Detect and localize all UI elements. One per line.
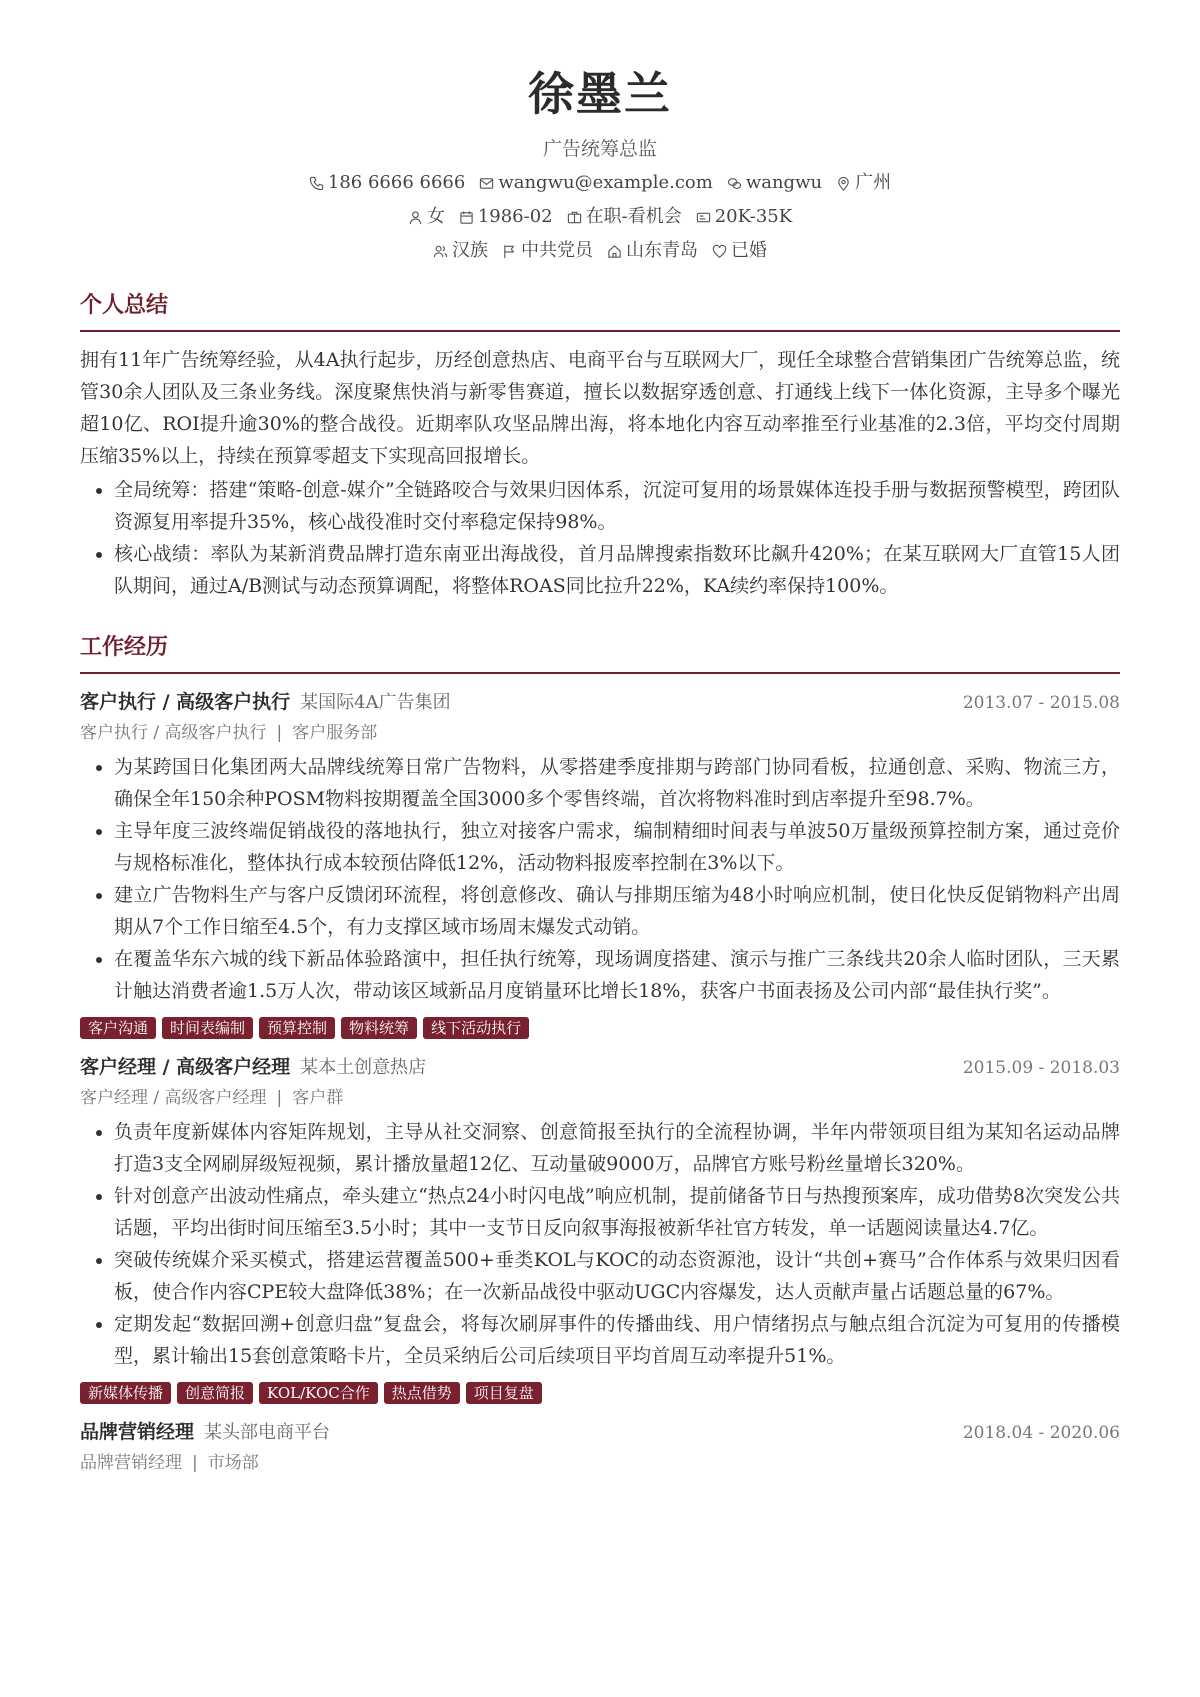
user-icon bbox=[408, 210, 423, 225]
personal-marital: 已婚 bbox=[712, 238, 767, 264]
job-subline bbox=[80, 1449, 1120, 1477]
list-item: • 在覆盖华东六城的线下新品体验路演中，担任执行统筹，现场调度搭建、演示与推广三条线共20余人临时团队，三天累计触达消费者逾1.5万人次，带动该区域新品月度销量环比增长18%，获客户书面表扬及公司内部“最佳执行奖”。 bbox=[114, 943, 1120, 1007]
list-item: • 突破传统媒介采买模式，搭建运营覆盖500+垂类KOL与KOC的动态资源池，设计“共创+赛马”合作体系与效果归因看板，使合作内容CPE较大盘降低38%；在一次新品战役中驱动UGC内容爆发，达人贡献声量占话题总量的67%。 bbox=[114, 1244, 1120, 1308]
job-company: 某本土创意热店 bbox=[300, 1057, 427, 1078]
salary-icon bbox=[696, 210, 711, 225]
job-bullets bbox=[80, 1116, 1120, 1372]
flag-icon bbox=[502, 244, 517, 259]
skill-tag: KOL/KOC合作 bbox=[259, 1382, 378, 1404]
list-item: • 负责年度新媒体内容矩阵规划，主导从社交洞察、创意简报至执行的全流程协调，半年内带领项目组为某知名运动品牌打造3支全网刷屏级短视频，累计播放量超12亿、互动量破9000万，品牌官方账号粉丝量增长320%。 bbox=[114, 1116, 1120, 1180]
detail-status: 在职-看机会 bbox=[567, 204, 682, 230]
personal-row bbox=[0, 238, 1200, 264]
job-role: 客户执行 / 高级客户执行 bbox=[80, 691, 291, 713]
details-row bbox=[0, 204, 1200, 230]
briefcase-icon bbox=[567, 210, 582, 225]
skill-tag: 项目复盘 bbox=[466, 1382, 542, 1404]
list-item: • 定期发起“数据回溯+创意归盘”复盘会，将每次刷屏事件的传播曲线、用户情绪拐点与触点组合沉淀为可复用的传播模型，累计输出15套创意策略卡片，全员采纳后公司后续项目平均首周互动率提升51%。 bbox=[114, 1308, 1120, 1372]
job-bullets bbox=[80, 751, 1120, 1007]
list-item: • 针对创意产出波动性痛点，牵头建立“热点24小时闪电战”响应机制，提前储备节日与热搜预案库，成功借势8次突发公共话题，平均出街时间压缩至3.5小时；其中一支节日反向叙事海报被新华社官方转发，单一话题阅读量达4.7亿。 bbox=[114, 1180, 1120, 1244]
experience-section bbox=[80, 632, 1120, 1477]
summary-title: 个人总结 bbox=[80, 290, 1120, 332]
wechat-icon bbox=[727, 176, 742, 191]
list-item: • 为某跨国日化集团两大品牌线统筹日常广告物料，从零搭建季度排期与跨部门协同看板，拉通创意、采购、物流三方，确保全年150余种POSM物料按期覆盖全国3000多个零售终端，首次将物料准时到店率提升至98.7%。 bbox=[114, 751, 1120, 815]
skill-tag: 客户沟通 bbox=[80, 1017, 156, 1039]
job-tags bbox=[80, 1382, 1120, 1404]
candidate-name: 徐墨兰 bbox=[528, 67, 672, 121]
skill-tag: 时间表编制 bbox=[162, 1017, 253, 1039]
detail-gender: 女 bbox=[408, 204, 445, 230]
skill-tag: 物料统筹 bbox=[341, 1017, 417, 1039]
list-item: • 全局统筹：搭建“策略-创意-媒介”全链路咬合与效果归因体系，沉淀可复用的场景媒体连投手册与数据预警模型，跨团队资源复用率提升35%，核心战役准时交付率稳定保持98%。 bbox=[114, 474, 1120, 538]
skill-tag: 创意简报 bbox=[177, 1382, 253, 1404]
candidate-title: 广告统筹总监 bbox=[542, 138, 657, 160]
phone-icon bbox=[309, 176, 324, 191]
ethnicity-icon bbox=[433, 244, 448, 259]
summary-bullets bbox=[80, 474, 1120, 602]
location-icon bbox=[836, 176, 851, 191]
job-divider: | bbox=[276, 1088, 283, 1108]
job-entry bbox=[80, 1051, 1120, 1404]
job-sub-role: 客户执行 / 高级客户执行 bbox=[80, 723, 267, 743]
personal-hometown: 山东青岛 bbox=[607, 238, 698, 264]
job-sub-role: 客户经理 / 高级客户经理 bbox=[80, 1088, 267, 1108]
summary-paragraph: 拥有11年广告统筹经验，从4A执行起步，历经创意热店、电商平台与互联网大厂，现任全球整合营销集团广告统筹总监，统管30余人团队及三条业务线。深度聚焦快消与新零售赛道，擅长以数据穿透创意、打通线上线下一体化资源，主导多个曝光超10亿、ROI提升逾30%的整合战役。近期率队攻坚品牌出海，将本地化内容互动率推至行业基准的2.3倍，平均交付周期压缩35%以上，持续在预算零超支下实现高回报增长。 bbox=[80, 349, 1120, 467]
contact-email: wangwu@example.com bbox=[479, 170, 713, 196]
skill-tag: 线下活动执行 bbox=[423, 1017, 529, 1039]
job-department: 市场部 bbox=[207, 1453, 259, 1473]
heart-icon bbox=[712, 244, 727, 259]
job-department: 客户服务部 bbox=[292, 723, 378, 743]
summary-section bbox=[80, 290, 1120, 602]
job-subline bbox=[80, 719, 1120, 747]
job-entry bbox=[80, 1416, 1120, 1477]
personal-party: 中共党员 bbox=[502, 238, 593, 264]
job-date: 2013.07 - 2015.08 bbox=[962, 693, 1120, 713]
job-tags bbox=[80, 1017, 1120, 1039]
calendar-icon bbox=[459, 210, 474, 225]
job-role: 品牌营销经理 bbox=[80, 1421, 195, 1443]
job-department: 客户群 bbox=[292, 1088, 344, 1108]
detail-birth: 1986-02 bbox=[459, 204, 553, 230]
contact-phone: 186 6666 6666 bbox=[309, 170, 465, 196]
experience-title: 工作经历 bbox=[80, 632, 1120, 674]
job-divider: | bbox=[276, 723, 283, 743]
job-company: 某头部电商平台 bbox=[204, 1422, 331, 1443]
job-date: 2015.09 - 2018.03 bbox=[962, 1058, 1120, 1078]
job-sub-role: 品牌营销经理 bbox=[80, 1453, 182, 1473]
list-item: • 核心战绩：率队为某新消费品牌打造东南亚出海战役，首月品牌搜索指数环比飙升420%；在某互联网大厂直管15人团队期间，通过A/B测试与动态预算调配，将整体ROAS同比拉升22%，KA续约率保持100%。 bbox=[114, 538, 1120, 602]
job-divider: | bbox=[192, 1453, 198, 1473]
job-header bbox=[80, 1051, 1120, 1084]
job-date: 2018.04 - 2020.06 bbox=[962, 1423, 1120, 1443]
contact-wechat: wangwu bbox=[727, 170, 822, 196]
skill-tag: 预算控制 bbox=[259, 1017, 335, 1039]
job-company: 某国际4A广告集团 bbox=[300, 692, 451, 713]
personal-ethnicity: 汉族 bbox=[433, 238, 488, 264]
list-item: • 主导年度三波终端促销战役的落地执行，独立对接客户需求，编制精细时间表与单波50万量级预算控制方案，通过竞价与规格标准化，整体执行成本较预估降低12%，活动物料报废率控制在3%以下。 bbox=[114, 815, 1120, 879]
job-header bbox=[80, 686, 1120, 719]
skill-tag: 新媒体传播 bbox=[80, 1382, 171, 1404]
skill-tag: 热点借势 bbox=[384, 1382, 460, 1404]
contact-location: 广州 bbox=[836, 170, 891, 196]
contact-row bbox=[0, 170, 1200, 196]
mail-icon bbox=[479, 176, 494, 191]
job-entry bbox=[80, 686, 1120, 1039]
job-subline bbox=[80, 1084, 1120, 1112]
list-item: • 建立广告物料生产与客户反馈闭环流程，将创意修改、确认与排期压缩为48小时响应机制，使日化快反促销物料产出周期从7个工作日缩至4.5个，有力支撑区域市场周末爆发式动销。 bbox=[114, 879, 1120, 943]
resume-header bbox=[0, 0, 1200, 264]
job-header bbox=[80, 1416, 1120, 1449]
detail-salary: 20K-35K bbox=[696, 204, 792, 230]
home-icon bbox=[607, 244, 622, 259]
job-role: 客户经理 / 高级客户经理 bbox=[80, 1056, 291, 1078]
